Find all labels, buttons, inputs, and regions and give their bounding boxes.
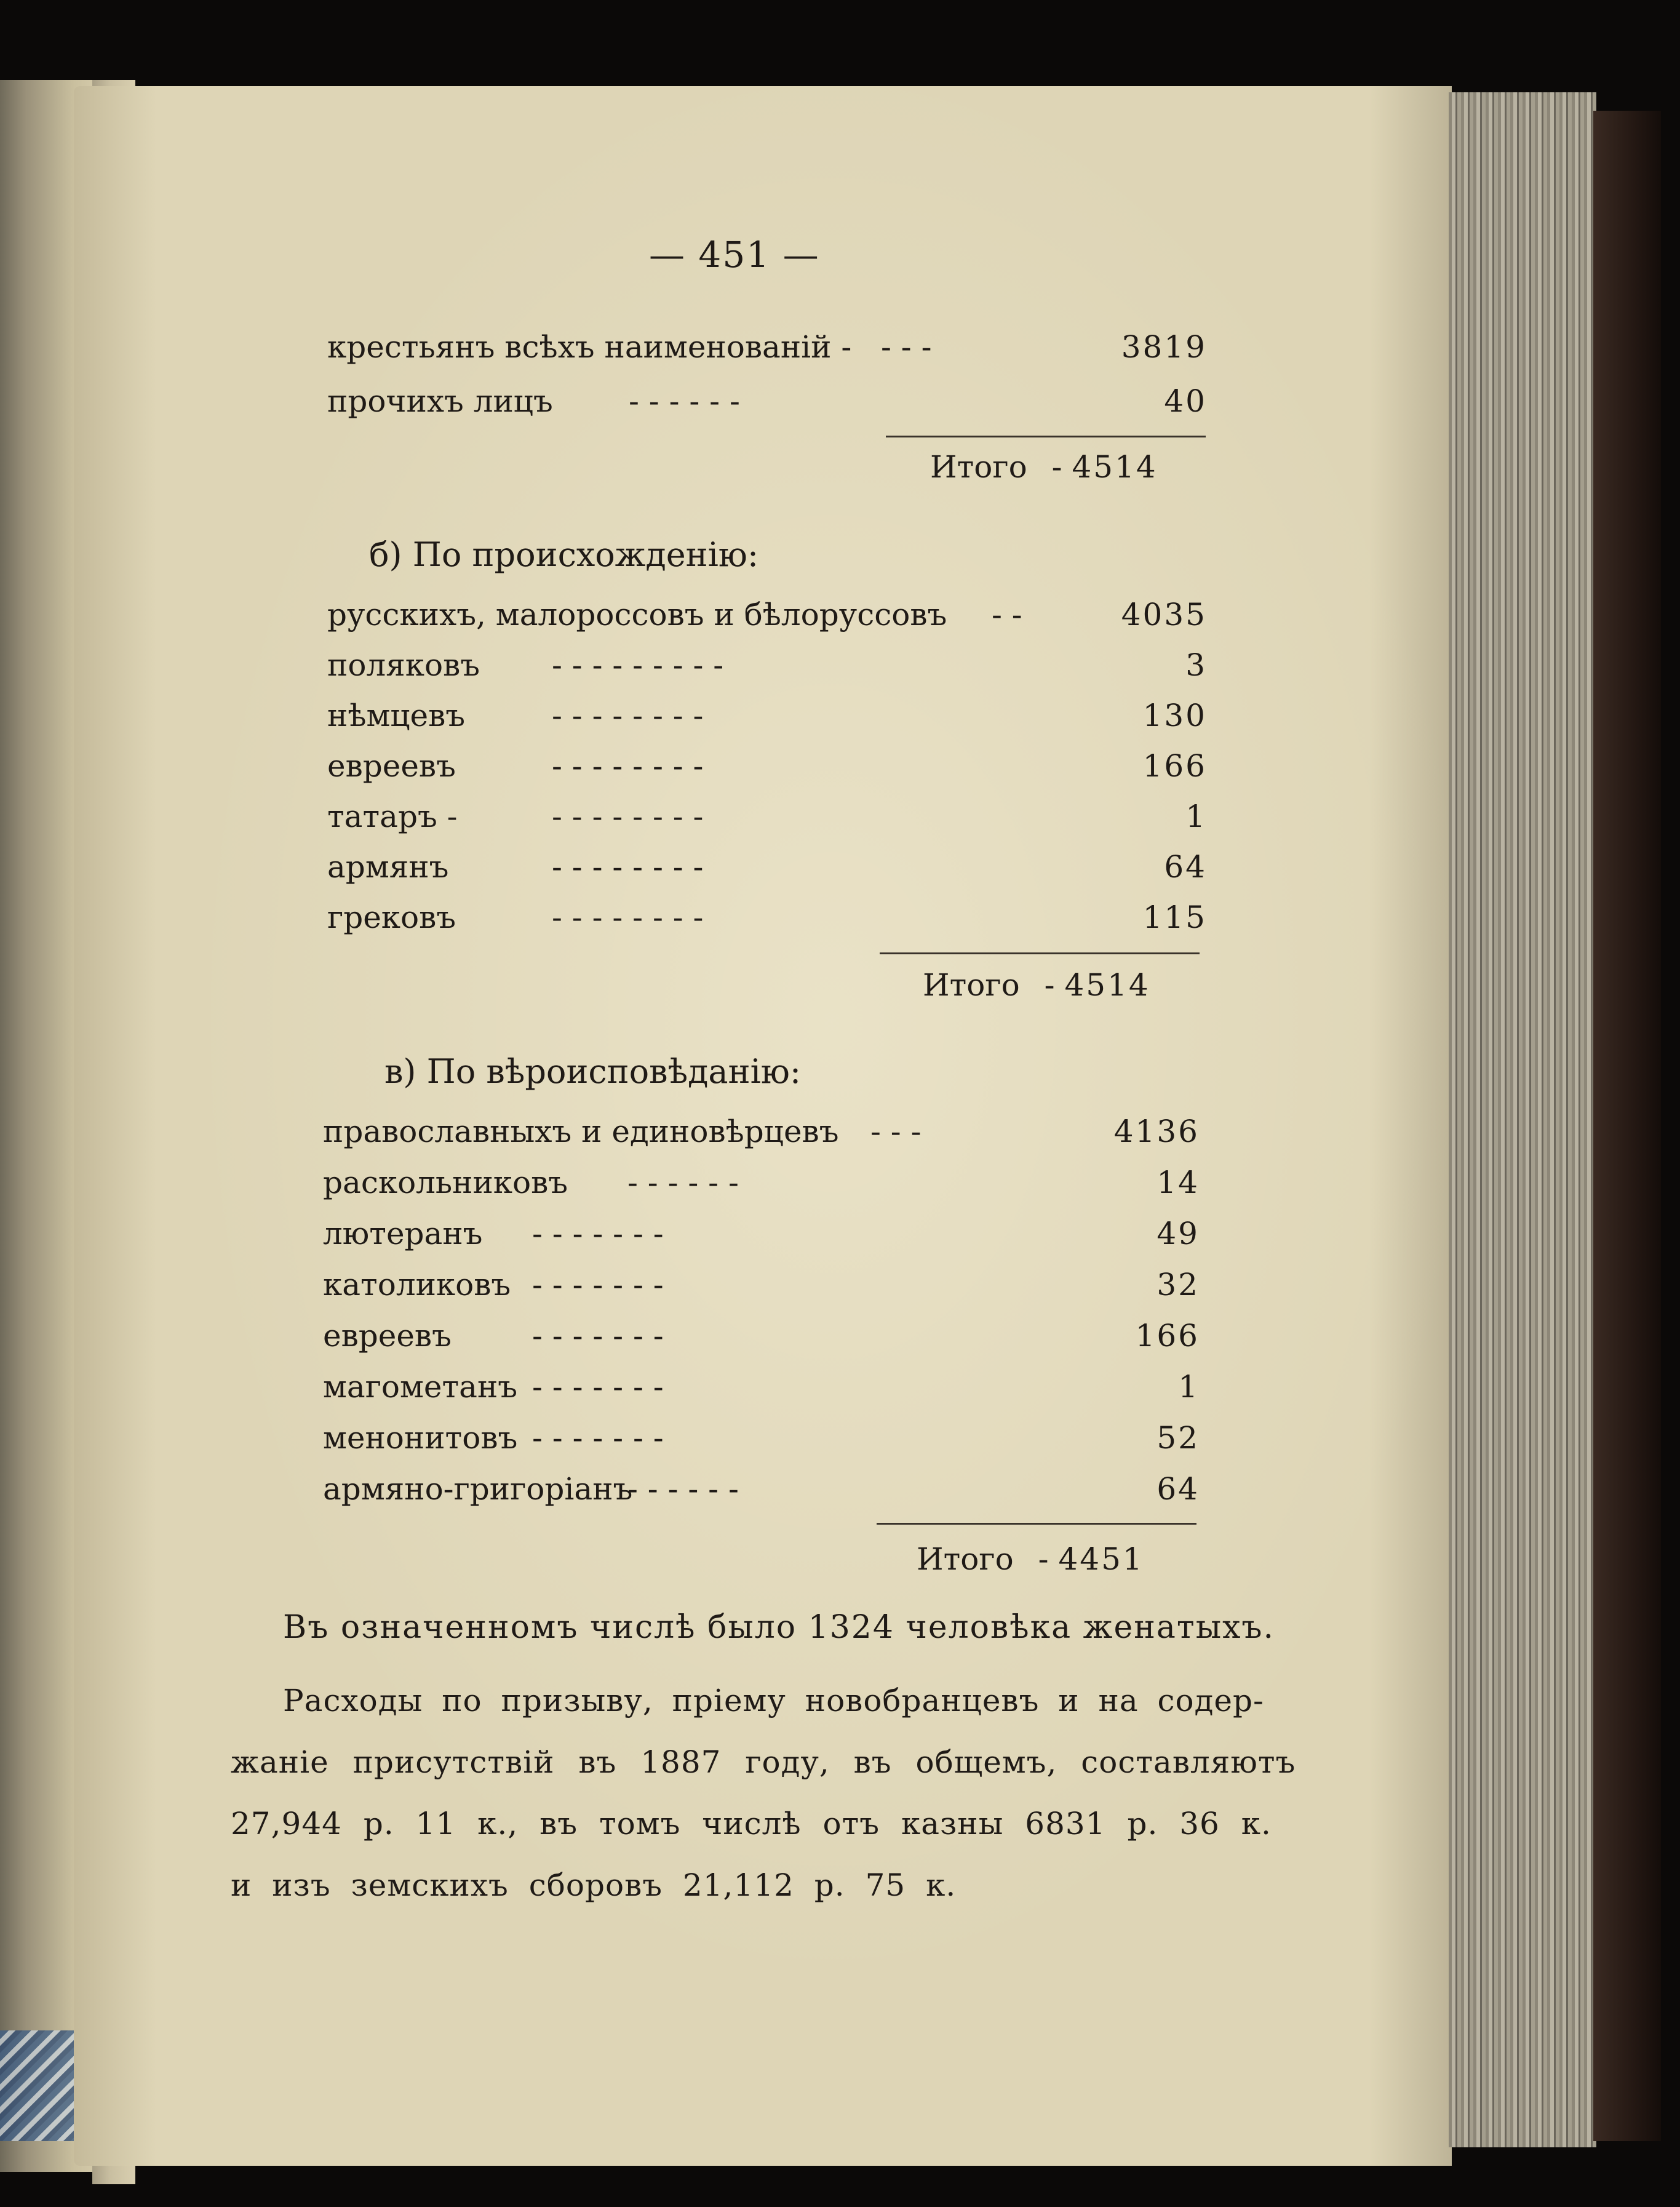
paragraph-line: 27,944 р. 11 к., въ томъ числѣ отъ казны 6831 р. 36 к. — [231, 1806, 1272, 1842]
total-label: Итого — [923, 967, 1020, 1003]
row-leader: - - - - - - — [627, 1471, 739, 1507]
paragraph-line: жаніе присутствій въ 1887 году, въ общемъ, составляютъ — [231, 1744, 1296, 1780]
section-total — [930, 449, 1158, 485]
section-heading: б) По происхожденію: — [369, 535, 759, 574]
table-row — [323, 1318, 1200, 1361]
table-row — [323, 1165, 1200, 1208]
paragraph-line: Расходы по призыву, пріему новобранцевъ и на содер- — [283, 1683, 1264, 1718]
row-value: 4035 — [1121, 597, 1207, 633]
section-heading: в) По вѣроисповѣданію: — [384, 1052, 802, 1091]
table-row — [327, 698, 1207, 741]
row-value: 32 — [1156, 1267, 1200, 1303]
row-label: нѣмцевъ — [327, 698, 466, 733]
total-value: 4514 — [1064, 967, 1150, 1003]
table-row — [327, 748, 1207, 791]
row-value: 52 — [1156, 1420, 1200, 1456]
row-label: грековъ — [327, 900, 456, 935]
table-row — [327, 329, 1207, 372]
row-leader: - - - - - - - - — [552, 900, 704, 935]
row-label: менонитовъ — [323, 1420, 518, 1456]
table-row — [327, 849, 1207, 892]
table-row — [323, 1114, 1200, 1157]
total-label: Итого — [930, 449, 1027, 485]
table-row — [323, 1420, 1200, 1463]
total-dash: - — [1051, 449, 1072, 485]
table-row — [323, 1267, 1200, 1310]
row-label: прочихъ лицъ — [327, 383, 553, 419]
row-label: армянъ — [327, 849, 449, 885]
row-label: армяно-григоріанъ — [323, 1471, 633, 1507]
table-row — [323, 1471, 1200, 1514]
row-leader: - - - - - - - - — [552, 698, 704, 733]
page-block-edges — [1449, 92, 1596, 2147]
total-dash: - — [1044, 967, 1065, 1003]
row-leader: - - - - - - - — [532, 1216, 664, 1251]
table-row — [323, 1369, 1200, 1412]
row-value: 1 — [1178, 1369, 1200, 1405]
row-label: лютеранъ — [323, 1216, 483, 1251]
row-leader: - - - - - - - - — [552, 748, 704, 784]
row-label: раскольниковъ — [323, 1165, 568, 1200]
row-value: 64 — [1164, 849, 1207, 885]
section-total — [923, 967, 1150, 1003]
row-value: 130 — [1142, 698, 1207, 733]
total-value: 4451 — [1058, 1541, 1144, 1577]
row-value: 3 — [1185, 647, 1207, 683]
row-leader: - - - — [870, 1114, 922, 1149]
row-label: евреевъ — [323, 1318, 452, 1354]
row-label: магометанъ — [323, 1369, 518, 1405]
row-leader: - - - - - - - — [532, 1420, 664, 1456]
section-total — [917, 1541, 1144, 1577]
table-row — [327, 383, 1207, 426]
row-value: 49 — [1156, 1216, 1200, 1251]
total-label: Итого — [917, 1541, 1014, 1577]
row-leader: - - — [992, 597, 1022, 633]
row-label: католиковъ — [323, 1267, 511, 1303]
book-cover-edge — [1593, 111, 1661, 2141]
sum-rule — [880, 952, 1200, 954]
table-row — [327, 799, 1207, 842]
row-value: 4136 — [1113, 1114, 1200, 1149]
row-leader: - - - - - - - — [532, 1369, 664, 1405]
row-value: 64 — [1156, 1471, 1200, 1507]
row-label: крестьянъ всѣхъ наименованій - — [327, 329, 852, 365]
row-value: 166 — [1142, 748, 1207, 784]
table-row — [327, 597, 1207, 640]
row-leader: - - - - - - - — [532, 1267, 664, 1303]
row-value: 40 — [1164, 383, 1207, 419]
row-leader: - - - - - - - — [532, 1318, 664, 1354]
table-row — [327, 647, 1207, 690]
sum-rule — [877, 1523, 1196, 1525]
total-dash: - — [1038, 1541, 1059, 1577]
row-label: евреевъ — [327, 748, 456, 784]
row-value: 1 — [1185, 799, 1207, 834]
row-leader: - - - - - - - - — [552, 799, 704, 834]
row-value: 3819 — [1121, 329, 1207, 365]
page-number: — 451 — — [649, 234, 820, 276]
sum-rule — [886, 436, 1206, 437]
row-value: 166 — [1135, 1318, 1200, 1354]
table-row — [327, 900, 1207, 943]
row-label: русскихъ, малороссовъ и бѣлоруссовъ — [327, 597, 947, 633]
row-leader: - - - - - - - - - — [552, 647, 724, 683]
row-label: татаръ - — [327, 799, 458, 834]
row-value: 115 — [1142, 900, 1207, 935]
table-row — [323, 1216, 1200, 1259]
row-value: 14 — [1156, 1165, 1200, 1200]
row-label: поляковъ — [327, 647, 480, 683]
paragraph-married: Въ означенномъ числѣ было 1324 человѣка женатыхъ. — [283, 1609, 1275, 1646]
row-label: православныхъ и единовѣрцевъ — [323, 1114, 839, 1149]
row-leader: - - - — [881, 329, 932, 365]
row-leader: - - - - - - — [629, 383, 740, 419]
row-leader: - - - - - - - - — [552, 849, 704, 885]
paragraph-line: и изъ земскихъ сборовъ 21,112 р. 75 к. — [231, 1867, 957, 1903]
total-value: 4514 — [1072, 449, 1158, 485]
row-leader: - - - - - - — [627, 1165, 739, 1200]
